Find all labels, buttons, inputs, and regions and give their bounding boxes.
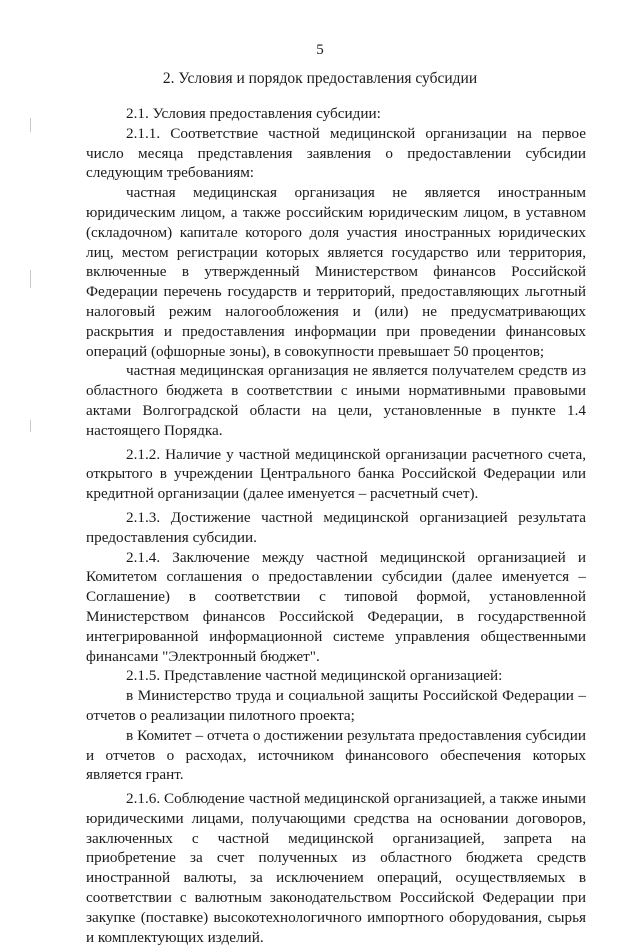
paragraph-2-1-2: 2.1.2. Наличие у частной медицинской организации расчетного счета, открытого в учреждении Центрального банка Российской Федерации или кредитной организации (далее именуется – расчетный счет). [86, 445, 586, 503]
scan-artifact [30, 270, 31, 288]
paragraph-2-1-1: 2.1.1. Соответствие частной медицинской организации на первое число месяца представления заявления о предоставлении субсидии следующим требованиям: [86, 124, 586, 182]
paragraph-report-ministry: в Министерство труда и социальной защиты Российской Федерации – отчетов о реализации пилотного проекта; [86, 687, 586, 724]
page-number: 5 [316, 42, 324, 58]
paragraph-2-1-3: 2.1.3. Достижение частной медицинской организацией результата предоставления субсидии. [86, 508, 586, 546]
paragraph-requirement-foreign: частная медицинская организация не является иностранным юридическим лицом, а также российским юридическим лицом, в уставном (складочном) капитале которого доля участия иностранных юридических лиц, местом регистрации которых является государство или территория, включенные в утвержденный Министерством финансов Российской Федерации перечень государств и территорий, предоставляющих льготный налоговый режим налогообложения и (или) не предусматривающих раскрытия и предоставления информации при проведении финансовых операций (офшорные зоны), в совокупности превышает 50 процентов; [86, 184, 586, 360]
document-body [86, 104, 586, 947]
section-title: 2. Условия и порядок предоставления субсидии [162, 70, 478, 87]
paragraph-2-1-6: 2.1.6. Соблюдение частной медицинской организацией, а также иными юридическими лицами, получающими средства на основании договоров, заключенных с частной медицинской организацией, запрета на приобретение за счет полученных из областного бюджета средств иностранной валюты, за исключением операций, осуществляемых в соответствии с валютным законодательством Российской Федерации при закупке (поставке) высокотехнологичного импортного оборудования, сырья и комплектующих изделий. [86, 790, 586, 946]
paragraph-requirement-budget: частная медицинская организация не является получателем средств из областного бюджета в соответствии с иными нормативными правовыми актами Волгоградской области на цели, установленные в пункте 1.4 настоящего Порядка. [86, 362, 586, 439]
paragraph-2-1-4: 2.1.4. Заключение между частной медицинской организацией и Комитетом соглашения о предоставлении субсидии (далее именуется – Соглашение) в соответствии с типовой формой, установленной Министерством финансов Российской Федерации, в государственной интегрированной информационной системе управления общественными финансами "Электронный бюджет". [86, 548, 586, 665]
scan-artifact [30, 420, 31, 432]
paragraph-report-committee: в Комитет – отчета о достижении результата предоставления субсидии и отчетов о расходах, источником финансового обеспечения которых является грант. [86, 726, 586, 784]
scan-artifact [30, 118, 31, 132]
paragraph-2-1-5: 2.1.5. Представление частной медицинской организацией: [126, 667, 503, 685]
paragraph-2-1: 2.1. Условия предоставления субсидии: [126, 105, 381, 122]
